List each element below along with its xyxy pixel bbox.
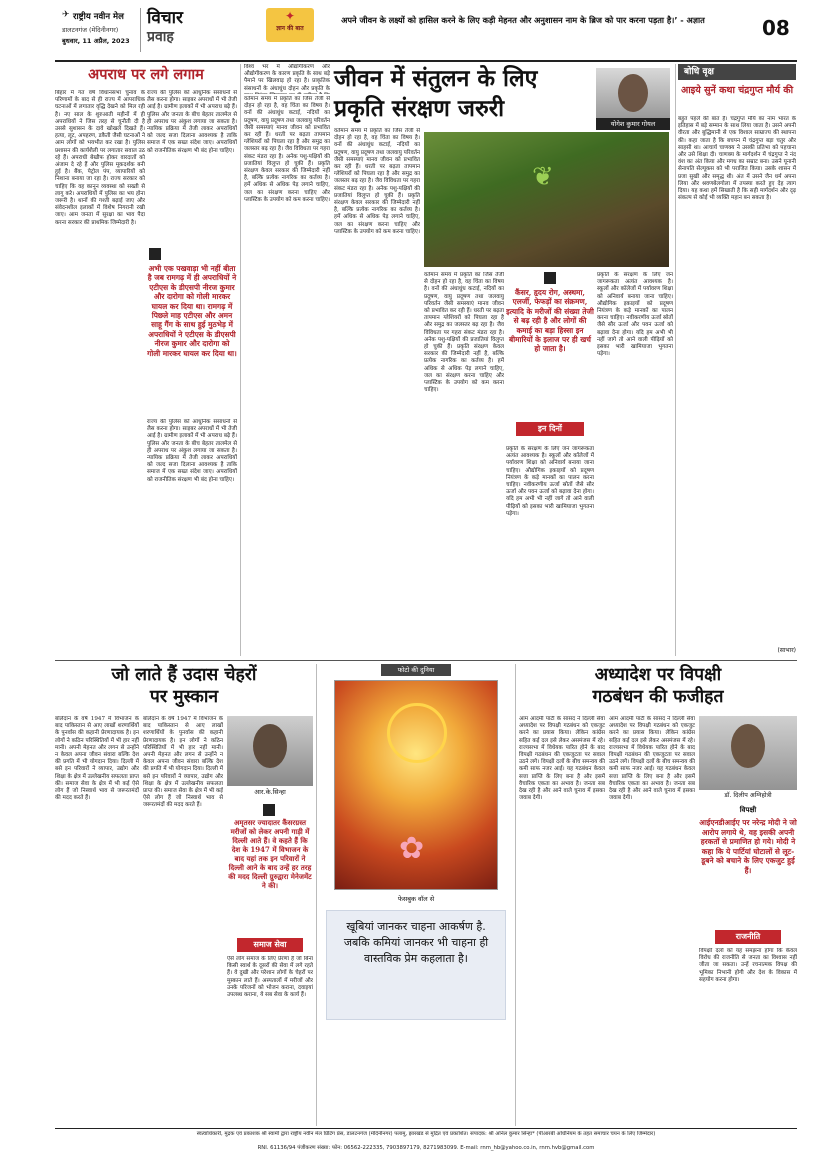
bl-pull-quote (227, 804, 313, 934)
br-body-b: आम आदमी पार्टी के सांसद ने दिल्ली सेवा अध्यादेश पर विपक्षी गठबंधन को एकजुट करने का प्रयास किया। लेकिन कांग्रेस सहित कई दल इसे लेकर असमंजस में रहे। राज्यसभा में विधेयक पारित होने के बाद विपक्षी गठबंधन की एकजुटता पर सवाल उठने लगे। विपक्षी दलों के बीच समन्वय की कमी साफ नजर आई। यह गठबंधन केवल सत्ता प्राप्ति के लिए बना है और इसमें वैचारिक एकता का अभाव है। जनता सब देख रही है और आने वाले चुनाव में इसका जवाब देगी। (609, 716, 695, 802)
main-subhead: इन दिनों (516, 422, 584, 436)
right-header: बोधि वृक्ष (678, 64, 796, 80)
quote-box (326, 910, 506, 1020)
right-column (678, 64, 796, 656)
br-subhead: राजनीति (715, 930, 781, 944)
main-headline-1: जीवन में संतुलन के लिए (334, 65, 538, 92)
right-title: आइये सुनें कथा चंद्रगुप्त मौर्य की (680, 85, 794, 96)
edition: डालटनगंज (मेदिनीनगर) (62, 26, 119, 34)
lamp-icon: ✦ (284, 9, 296, 23)
br-headline-1: अध्यादेश पर विपक्षी (594, 665, 722, 685)
main-headline-2: प्रकृति संरक्षण जरुरी (334, 95, 505, 122)
bl-headline-2: पर मुस्कान (149, 687, 219, 707)
bl-author-name: आर.के.सिन्हा (227, 786, 313, 798)
bird-icon: ✈ (62, 10, 70, 20)
bl-headline-1: जो लाते हैं उदास चेहरों (111, 665, 257, 685)
avatar (253, 724, 287, 768)
quote-icon (149, 248, 161, 260)
bl-body-c: ऐसे लोग समाज के लिए प्रेरणा हैं जो बिना किसी स्वार्थ के दूसरों की सेवा में लगे रहते हैं। वे दुखी और परेशान लोगों के चेहरों पर मुस्कान लाते हैं। अस्पतालों में मरीजों और उनके परिजनों को भोजन कराना, दवाइयां उपलब्ध कराना, ये सब सेवा के कार्य हैं। (227, 956, 313, 999)
footer (55, 1131, 797, 1163)
main-body-c: वर्तमान समय में प्रकृति का जिस तेजी से दोहन हो रहा है, वह चिंता का विषय है। वनों की अंधाधुंध कटाई, नदियों का प्रदूषण, वायु प्रदूषण तथा जलवायु परिवर्तन जैसी समस्याएं मानव जीवन को प्रभावित कर रही हैं। धरती पर बढ़ता तापमान ग्लेशियरों को पिघला रहा है और समुद्र का जलस्तर बढ़ रहा है। जैव विविधता पर गहरा संकट मंडरा रहा है। अनेक पशु-पक्षियों की प्रजातियां विलुप्त हो चुकी हैं। प्रकृति संरक्षण केवल सरकार की जिम्मेदारी नहीं है, बल्कि प्रत्येक नागरिक का कर्तव्य है। हमें अधिक से अधिक पेड़ लगाने चाहिए, जल का संरक्षण करना चाहिए और प्लास्टिक के उपयोग को कम करना चाहिए। (424, 272, 504, 394)
left-headline: अपराध पर लगे लगाम (88, 66, 204, 83)
br-author-name: डॉ. दिलीप अग्निहोत्री (699, 790, 797, 802)
br-body-c: विपक्षी दलों को यह समझना होगा कि केवल विरोध की राजनीति से जनता का विश्वास नहीं जीता जा सकता। उन्हें रचनात्मक विपक्ष की भूमिका निभानी होगी और देश के विकास में सहयोग करना होगा। (699, 948, 797, 983)
section-title-main: विचार (147, 8, 184, 28)
badge-label: ज्ञान की बात (276, 25, 304, 32)
main-pull-text: कैंसर, हृदय रोग, अस्थमा, एलर्जी, फेफड़ों का संक्रमण, इत्यादि के मरीजों की संख्या तेजी से बढ़ रही है और लोगों की कमाई का बड़ा हिस्सा इन बीमारियों के इलाज पर ही खर्च हो जाता है। (506, 288, 594, 354)
left-article (55, 64, 237, 656)
quote-box-text: खूबियां जानकर चाहना आकर्षण है. जबकि कमियां जानकर भी चाहना ही वास्तविक प्रेम कहलाता है। (343, 920, 489, 965)
main-body-d: प्रकृति के संरक्षण के लिए जन जागरूकता अत्यंत आवश्यक है। स्कूलों और कॉलेजों में पर्यावरण शिक्षा को अनिवार्य बनाया जाना चाहिए। औद्योगिक इकाइयों को प्रदूषण नियंत्रण के कड़े मानकों का पालन करना चाहिए। नवीकरणीय ऊर्जा स्रोतों जैसे सौर ऊर्जा और पवन ऊर्जा को बढ़ावा देना होगा। यदि हम अभी भी नहीं जागे तो आने वाली पीढ़ियों को इसका भारी खामियाजा भुगतना पड़ेगा। (506, 446, 594, 517)
br-author-photo (699, 716, 797, 802)
page-number: 08 (762, 16, 790, 40)
br-body-a: आम आदमी पार्टी के सांसद ने दिल्ली सेवा अध्यादेश पर विपक्षी गठबंधन को एकजुट करने का प्रयास किया। लेकिन कांग्रेस सहित कई दल इसे लेकर असमंजस में रहे। राज्यसभा में विधेयक पारित होने के बाद विपक्षी गठबंधन की एकजुटता पर सवाल उठने लगे। विपक्षी दलों के बीच समन्वय की कमी साफ नजर आई। यह गठबंधन केवल सत्ता प्राप्ति के लिए बना है और इसमें वैचारिक एकता का अभाव है। जनता सब देख रही है और आने वाले चुनाव में इसका जवाब देगी। (519, 716, 605, 802)
photo-of-day (320, 664, 512, 1126)
right-body: बहुत पहले की बात है। चंद्रगुप्त मौर्य का नाम भारत के इतिहास में बड़े सम्मान के साथ लिया जाता है। उसने अपनी वीरता और बुद्धिमानी से एक विशाल साम्राज्य की स्थापना की। कहा जाता है कि बचपन में चंद्रगुप्त बड़ा चतुर और साहसी था। आचार्य चाणक्य ने उसकी प्रतिभा को पहचाना और उसे शिक्षा दी। चाणक्य के मार्गदर्शन में चंद्रगुप्त ने नंद वंश का अंत किया और मगध का सम्राट बना। उसने यूनानी सेनापति सेल्यूकस को भी पराजित किया। उसके शासन में प्रजा सुखी और समृद्ध थी। अंत में उसने जैन धर्म अपना लिया और श्रवणबेलगोला में तपस्या करते हुए देह त्याग दिया। यह कथा हमें सिखाती है कि सही मार्गदर्शन और दृढ़ संकल्प से कोई भी व्यक्ति महान बन सकता है। (678, 116, 796, 202)
bl-author-photo (227, 716, 313, 798)
bl-body-b: बलिदान के वर्ष 1947 में विभाजन के बाद पाकिस्तान से आए लाखों शरणार्थियों के पुनर्वास की कहानी प्रेरणादायक है। इन लोगों ने कठिन परिस्थितियों में भी हार नहीं मानी। अपनी मेहनत और लगन से उन्होंने न केवल अपना जीवन संवारा बल्कि देश की प्रगति में भी योगदान दिया। दिल्ली में बसे इन परिवारों ने व्यापार, उद्योग और शिक्षा के क्षेत्र में उल्लेखनीय सफलता प्राप्त की। समाज सेवा के क्षेत्र में भी कई ऐसे लोग हैं जो निस्वार्थ भाव से जरूरतमंदों की मदद करते हैं। (143, 716, 223, 809)
avatar (618, 74, 648, 112)
br-headline-2: गठबंधन की फजीहत (592, 687, 724, 707)
avatar (731, 724, 765, 768)
main-author-photo (596, 68, 670, 130)
bottom-right-article (519, 664, 797, 1126)
section-title (140, 8, 220, 52)
main-body-e: प्रकृति के संरक्षण के लिए जन जागरूकता अत्यंत आवश्यक है। स्कूलों और कॉलेजों में पर्यावरण शिक्षा को अनिवार्य बनाया जाना चाहिए। औद्योगिक इकाइयों को प्रदूषण नियंत्रण के कड़े मानकों का पालन करना चाहिए। नवीकरणीय ऊर्जा स्रोतों जैसे सौर ऊर्जा और पवन ऊर्जा को बढ़ावा देना होगा। यदि हम अभी भी नहीं जागे तो आने वाली पीढ़ियों को इसका भारी खामियाजा भुगतना पड़ेगा। (597, 272, 673, 358)
quote-icon (544, 272, 556, 284)
main-photo-plant (424, 132, 669, 267)
quote-icon (263, 804, 275, 816)
br-pull-text: आईएनडीआईए पर नरेन्द्र मोदी ने जो आरोप लगाये थे, वह इसकी अपनी हरकतों से प्रमाणित हो गये। मोदी ने कहा कि ये पार्टियां घोटालों से लूट-डूबने को बचाने के लिए एकजुट हुई हैं। (699, 818, 797, 875)
paper-name: राष्ट्रीय नवीन मेल (73, 12, 124, 22)
top-quote: अपने जीवन के लक्ष्यों को हासिल करने के लिए कड़ी मेहनत और अनुशासन नाम के ब्रिज को पार करना पड़ता है।’ - अज्ञात (341, 15, 705, 25)
left-body-1: बिहार में गत वर्ष विधानसभा चुनाव के परिणामों के बाद से ही राज्य में आपराधिक घटनाओं में लगातार वृद्धि देखने को मिल रही है। नए साल के शुरुआती महीनों में ही अपराधियों ने जिस तरह से चुनौती दी है उससे सुशासन के दावे खोखले दिखते हैं। हत्या, लूट, अपहरण, डकैती जैसी घटनाओं ने आम लोगों को भयभीत कर रखा है। पुलिस प्रशासन की कार्यशैली पर लगातार सवाल उठ रहे हैं। अपराधी बेखौफ होकर वारदातों को अंजाम दे रहे हैं और पुलिस मूकदर्शक बनी हुई है। बैंक, पेट्रोल पंप, व्यापारियों को निशाना बनाया जा रहा है। राज्य सरकार को चाहिए कि वह कानून व्यवस्था को सख्ती से लागू करे। अपराधियों में पुलिस का भय होना जरूरी है। थानों की गश्ती बढ़ाई जाए और संवेदनशील इलाकों में विशेष निगरानी रखी जाए। आम जनता में सुरक्षा का भाव पैदा करना सरकार की प्राथमिक जिम्मेदारी है। (55, 90, 145, 226)
main-article (244, 64, 674, 656)
bl-pull-text: अमृतसर ज्यादातर कैंसरग्रस्त मरीजों को लेकर अपनी गाड़ी में दिल्ली आते हैं। वे कहते हैं कि देश के 1947 में विभाजन के बाद यहां तक इन परिवारों ने दिल्ली आने के बाद उन्हें हर तरह की मदद दिल्ली ग्रुरुद्वारा मेनेजमेंट ने की। (228, 818, 312, 890)
bl-body-a: बलिदान के वर्ष 1947 में विभाजन के बाद पाकिस्तान से आए लाखों शरणार्थियों के पुनर्वास की कहानी प्रेरणादायक है। इन लोगों ने कठिन परिस्थितियों में भी हार नहीं मानी। अपनी मेहनत और लगन से उन्होंने न केवल अपना जीवन संवारा बल्कि देश की प्रगति में भी योगदान दिया। दिल्ली में बसे इन परिवारों ने व्यापार, उद्योग और शिक्षा के क्षेत्र में उल्लेखनीय सफलता प्राप्त की। समाज सेवा के क्षेत्र में भी कई ऐसे लोग हैं जो निस्वार्थ भाव से जरूरतमंदों की मदद करते हैं। (55, 716, 139, 802)
bl-subhead: समाज सेवा (237, 938, 303, 952)
gyan-badge (266, 8, 314, 42)
right-credit: (साभार) (777, 647, 796, 654)
left-pull-text: अभी एक पखवाड़ा भी नहीं बीता है जब रामगढ़ में ही अपराधियों ने एटीएस के डीएसपी नीरज कुमार और दारोगा को गोली मारकर घायल कर दिया था। रामगढ़ में पिछले माह एटीएस और अमन साहू गैंग के साथ हुई मुठभेड़ में अपराधियों ने एटीएस के डीएसपी नीरज कुमार और दारोगा को गोली मारकर घायल कर दिया था। (147, 264, 237, 358)
footer-line-2: RNI. 61136/94 पंजीकरण संख्या: फोन: 06562-222335, 7903897179, 8271983099. E-mail: rnm_hb@yahoo.co.in, rnm.hvb@gmail.com (257, 1145, 595, 1151)
masthead (0, 0, 827, 62)
photo-credit: फेसबुक वॉल से (397, 895, 435, 903)
left-body-1b: राज्य की पुलिस को आधुनिक संसाधनों से लैस करना होगा। साइबर अपराधों में भी तेजी आई है। ग्रामीण इलाकों में भी अपराध बढ़े हैं। पुलिस और जनता के बीच बेहतर तालमेल से ही अपराध पर अंकुश लगाया जा सकता है। न्यायिक प्रक्रिया में तेजी लाकर अपराधियों को जल्द सजा दिलाना आवश्यक है ताकि समाज में एक सख्त संदेश जाए। अपराधियों को राजनीतिक संरक्षण भी बंद होना चाहिए। (147, 90, 237, 154)
date: बुधवार, 11 अप्रैल, 2023 (62, 37, 130, 45)
main-pull-quote (506, 272, 594, 442)
main-intro: विश्व भर में औद्योगीकरण और औद्योगीकरण के कारण प्रकृति के साथ बड़े पैमाने पर खिलवाड़ हो रहा है। प्राकृतिक संसाधनों के अंधाधुंध दोहन और प्रकृति के (244, 64, 330, 92)
main-body-a: वर्तमान समय में प्रकृति का जिस तेजी से दोहन हो रहा है, वह चिंता का विषय है। वनों की अंधाधुंध कटाई, नदियों का प्रदूषण, वायु प्रदूषण तथा जलवायु परिवर्तन जैसी समस्याएं मानव जीवन को प्रभावित कर रही हैं। धरती पर बढ़ता तापमान ग्लेशियरों को पिघला रहा है और समुद्र का जलस्तर बढ़ रहा है। जैव विविधता पर गहरा संकट मंडरा रहा है। अनेक पशु-पक्षियों की प्रजातियां विलुप्त हो चुकी हैं। प्रकृति संरक्षण केवल सरकार की जिम्मेदारी नहीं है, बल्कि प्रत्येक नागरिक का कर्तव्य है। हमें अधिक से अधिक पेड़ लगाने चाहिए, जल का संरक्षण करना चाहिए और प्लास्टिक के उपयोग को कम करना चाहिए। (244, 96, 330, 203)
lotus-icon: ✿ (399, 831, 425, 866)
halo-icon (387, 703, 447, 763)
goddess-image (334, 680, 498, 890)
paper-logo (62, 10, 132, 22)
main-author-name: योगेश कुमार गोयल (596, 118, 670, 130)
footer-line-1: स्वत्वाधिकारी, मुद्रक एवं प्रकाशक श्री स्वामी द्वारा राष्ट्रीय नवीन मेल प्रिंटिंग प्रेस, डालटनगंज (मेदिनीनगर) पलामू, झारखंड से मुद्रित एवं प्रकाशित। संपादक: श्री अनिल कुमार सिन्हा* (पीआरबी अधिनियम के तहत समाचार चयन के लिए जिम्मेदार) (196, 1131, 656, 1137)
br-tag: विपक्षी (739, 806, 757, 814)
sprout-icon: ❦ (532, 162, 554, 192)
photo-label: फोटो की दुनिया (381, 664, 451, 676)
main-body-b: वर्तमान समय में प्रकृति का जिस तेजी से दोहन हो रहा है, वह चिंता का विषय है। वनों की अंधाधुंध कटाई, नदियों का प्रदूषण, वायु प्रदूषण तथा जलवायु परिवर्तन जैसी समस्याएं मानव जीवन को प्रभावित कर रही हैं। धरती पर बढ़ता तापमान ग्लेशियरों को पिघला रहा है और समुद्र का जलस्तर बढ़ रहा है। जैव विविधता पर गहरा संकट मंडरा रहा है। अनेक पशु-पक्षियों की प्रजातियां विलुप्त हो चुकी हैं। प्रकृति संरक्षण केवल सरकार की जिम्मेदारी नहीं है, बल्कि प्रत्येक नागरिक का कर्तव्य है। हमें अधिक से अधिक पेड़ लगाने चाहिए, जल का संरक्षण करना चाहिए और प्लास्टिक के उपयोग को कम करना चाहिए। (334, 128, 420, 235)
section-title-sub: प्रवाह (147, 29, 174, 45)
left-body-2: राज्य की पुलिस को आधुनिक संसाधनों से लैस करना होगा। साइबर अपराधों में भी तेजी आई है। ग्रामीण इलाकों में भी अपराध बढ़े हैं। पुलिस और जनता के बीच बेहतर तालमेल से ही अपराध पर अंकुश लगाया जा सकता है। न्यायिक प्रक्रिया में तेजी लाकर अपराधियों को जल्द सजा दिलाना आवश्यक है ताकि समाज में एक सख्त संदेश जाए। अपराधियों को राजनीतिक संरक्षण भी बंद होना चाहिए। (147, 419, 237, 483)
left-pull-quote (147, 244, 237, 414)
bottom-left-article (55, 664, 313, 1126)
